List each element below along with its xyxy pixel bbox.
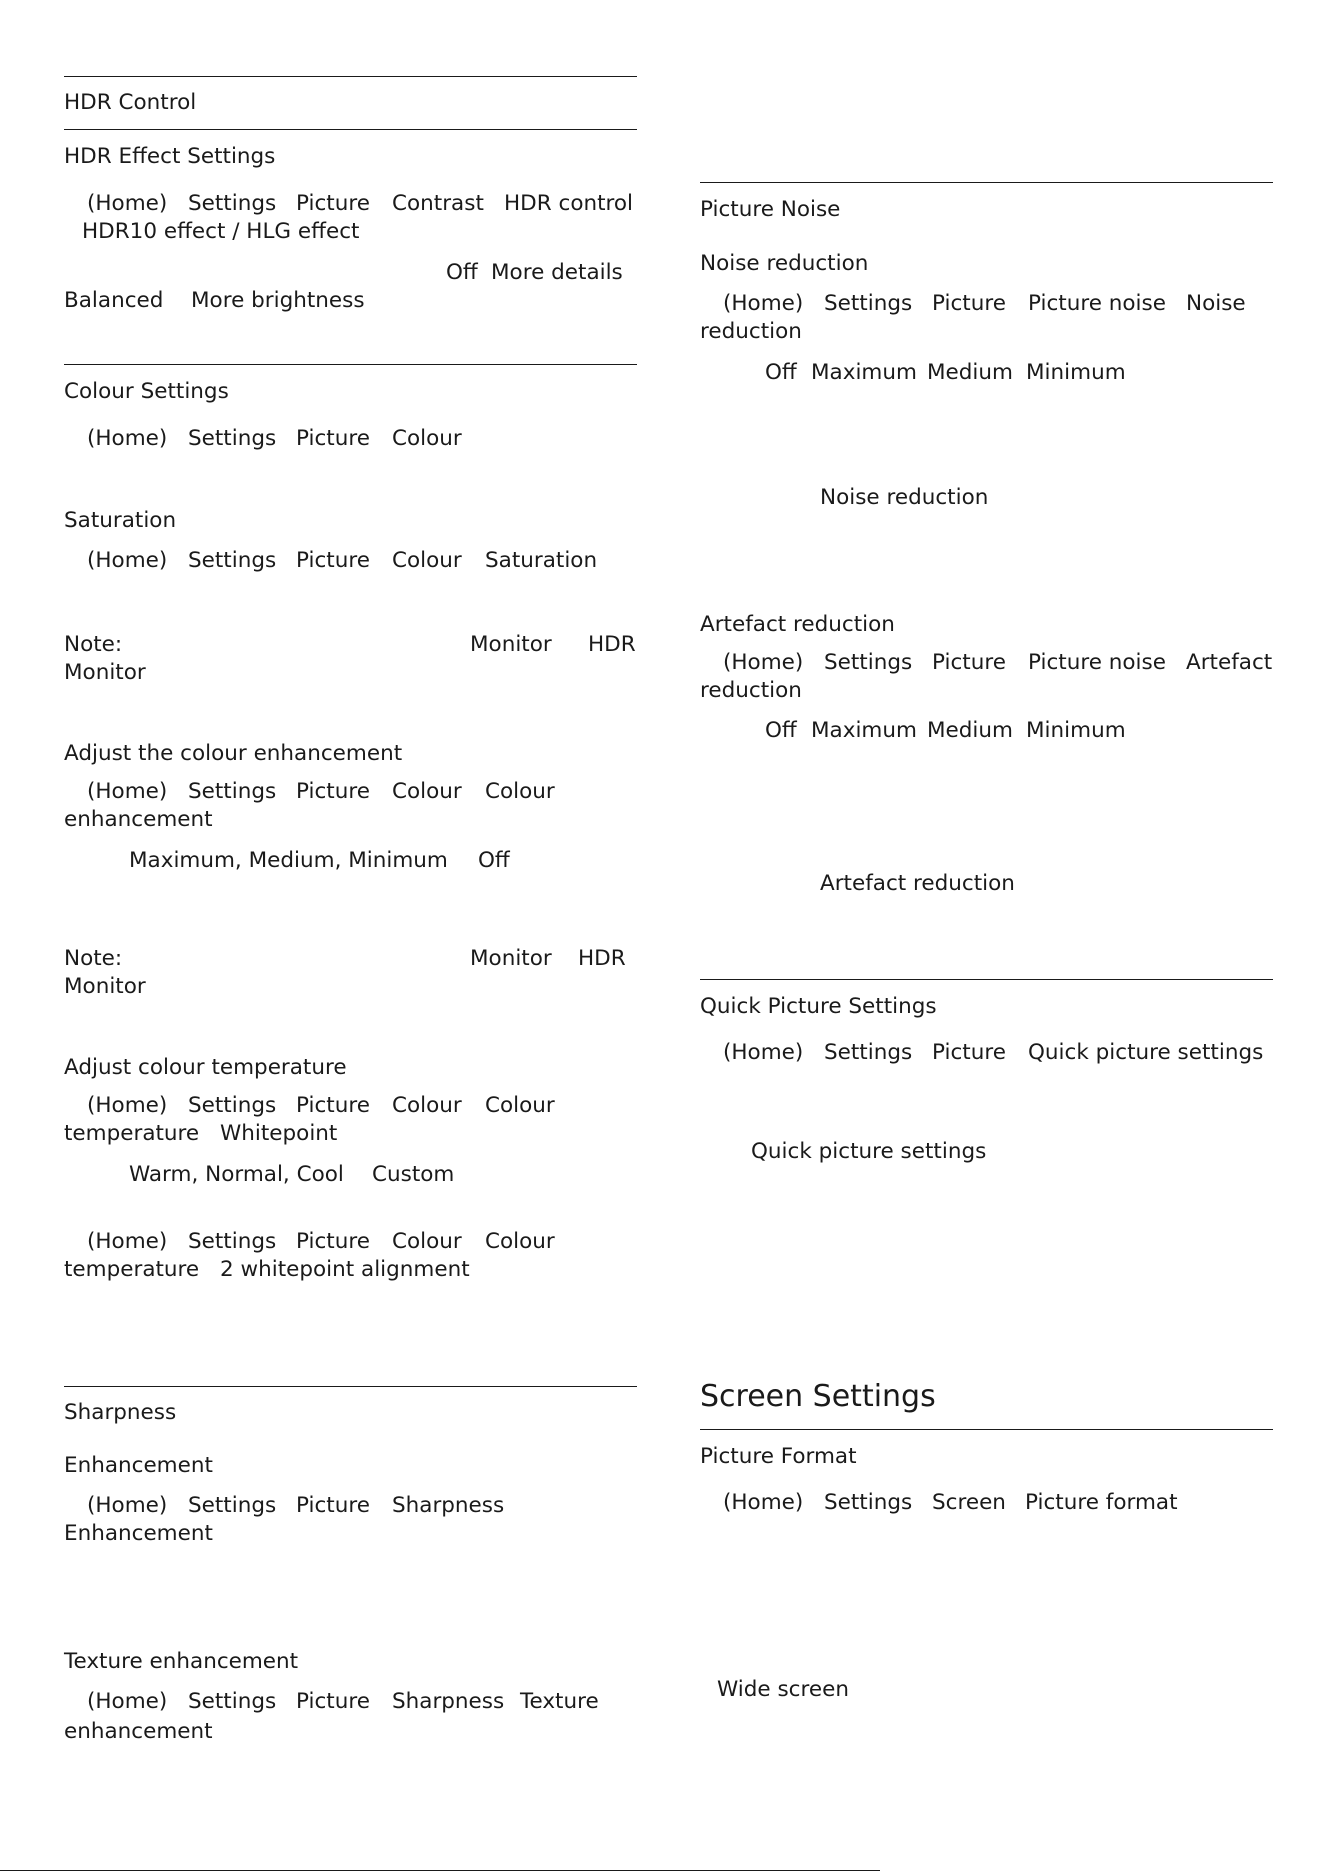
subtitle-colour-enhancement: Adjust the colour enhancement — [64, 741, 403, 766]
option-more-brightness: More brightness — [191, 288, 365, 313]
footer-rule — [0, 1870, 880, 1871]
path-home: (Home) — [87, 779, 168, 804]
artefact-reduction-label: Artefact reduction — [820, 871, 1015, 896]
subtitle-saturation: Saturation — [64, 508, 177, 533]
divider — [64, 129, 637, 130]
divider — [64, 76, 637, 77]
path-hdr-control: HDR control — [504, 191, 634, 216]
path-settings: Settings — [188, 191, 277, 216]
path-2-whitepoint-alignment: 2 whitepoint alignment — [220, 1257, 470, 1282]
path-picture-noise: Picture noise — [1028, 291, 1166, 316]
divider — [700, 979, 1273, 980]
path-colour-2: Colour — [485, 1093, 555, 1118]
subtitle-enhancement: Enhancement — [64, 1453, 213, 1478]
path-settings: Settings — [188, 1493, 277, 1518]
wide-screen-label: Wide screen — [717, 1677, 849, 1702]
path-whitepoint: Whitepoint — [220, 1121, 338, 1146]
divider — [700, 1429, 1273, 1430]
option-maximum: Maximum — [811, 360, 917, 385]
path-saturation: Saturation — [485, 548, 598, 573]
subtitle-colour-temperature: Adjust colour temperature — [64, 1055, 347, 1080]
path-picture: Picture — [932, 291, 1006, 316]
path-temperature: temperature — [64, 1257, 200, 1282]
section-title-picture-noise: Picture Noise — [700, 197, 841, 222]
path-settings: Settings — [188, 548, 277, 573]
path-home: (Home) — [87, 1229, 168, 1254]
path-picture: Picture — [296, 779, 370, 804]
enhancement-options: Maximum, Medium, Minimum — [129, 848, 448, 873]
divider — [64, 364, 637, 365]
divider — [64, 1386, 637, 1387]
path-settings: Settings — [188, 779, 277, 804]
path-colour: Colour — [392, 779, 462, 804]
note-hdr: HDR — [588, 632, 636, 657]
subtitle-texture-enhancement: Texture enhancement — [64, 1649, 299, 1674]
path-picture: Picture — [296, 548, 370, 573]
path-settings: Settings — [824, 650, 913, 675]
section-title-hdr-control: HDR Control — [64, 90, 197, 115]
option-minimum: Minimum — [1026, 360, 1126, 385]
path-colour-2: Colour — [485, 1229, 555, 1254]
path-home: (Home) — [723, 650, 804, 675]
path-texture: Texture — [520, 1689, 599, 1714]
path-settings: Settings — [824, 1490, 913, 1515]
option-off: Off — [446, 260, 478, 285]
section-title-sharpness: Sharpness — [64, 1400, 177, 1425]
path-settings: Settings — [188, 1229, 277, 1254]
path-picture-noise: Picture noise — [1028, 650, 1166, 675]
path-temperature: temperature — [64, 1121, 200, 1146]
path-settings: Settings — [824, 1040, 913, 1065]
path-colour: Colour — [392, 1093, 462, 1118]
path-sharpness: Sharpness — [392, 1689, 505, 1714]
section-title-colour-settings: Colour Settings — [64, 379, 229, 404]
path-home: (Home) — [87, 1493, 168, 1518]
path-enhancement: enhancement — [64, 807, 213, 832]
path-settings: Settings — [824, 291, 913, 316]
path-home: (Home) — [723, 1490, 804, 1515]
path-reduction: reduction — [700, 678, 802, 703]
path-picture-format: Picture format — [1025, 1490, 1178, 1515]
subtitle-artefact-reduction: Artefact reduction — [700, 612, 895, 637]
path-settings: Settings — [188, 1689, 277, 1714]
path-picture: Picture — [296, 1493, 370, 1518]
divider — [700, 182, 1273, 183]
temp-options: Warm, Normal, Cool — [129, 1162, 344, 1187]
path-home: (Home) — [87, 191, 168, 216]
quick-picture-settings-label: Quick picture settings — [751, 1139, 987, 1164]
option-more-details: More details — [491, 260, 623, 285]
path-enhancement: enhancement — [64, 1719, 213, 1744]
path-picture: Picture — [296, 1093, 370, 1118]
path-hdr10-effect: HDR10 effect / HLG effect — [82, 219, 360, 244]
option-medium: Medium — [927, 718, 1013, 743]
temp-custom: Custom — [372, 1162, 455, 1187]
note-monitor: Monitor — [470, 946, 552, 971]
subtitle-noise-reduction: Noise reduction — [700, 251, 869, 276]
option-off: Off — [765, 360, 797, 385]
path-contrast: Contrast — [392, 191, 484, 216]
note-monitor: Monitor — [470, 632, 552, 657]
path-home: (Home) — [723, 1040, 804, 1065]
note-label: Note: — [64, 946, 123, 971]
option-minimum: Minimum — [1026, 718, 1126, 743]
path-picture: Picture — [932, 650, 1006, 675]
path-colour: Colour — [392, 1229, 462, 1254]
path-home: (Home) — [87, 426, 168, 451]
path-reduction: reduction — [700, 319, 802, 344]
path-home: (Home) — [87, 1689, 168, 1714]
note-monitor-2: Monitor — [64, 660, 146, 685]
subtitle-hdr-effect-settings: HDR Effect Settings — [64, 144, 276, 169]
path-home: (Home) — [87, 548, 168, 573]
path-artefact: Artefact — [1186, 650, 1273, 675]
option-maximum: Maximum — [811, 718, 917, 743]
path-colour-2: Colour — [485, 779, 555, 804]
subtitle-picture-format: Picture Format — [700, 1444, 857, 1469]
note-monitor-2: Monitor — [64, 974, 146, 999]
path-colour: Colour — [392, 548, 462, 573]
option-balanced: Balanced — [64, 288, 164, 313]
note-hdr: HDR — [578, 946, 626, 971]
path-noise: Noise — [1186, 291, 1246, 316]
option-medium: Medium — [927, 360, 1013, 385]
path-picture: Picture — [932, 1040, 1006, 1065]
path-enhancement: Enhancement — [64, 1521, 213, 1546]
path-sharpness: Sharpness — [392, 1493, 505, 1518]
path-home: (Home) — [87, 1093, 168, 1118]
path-colour: Colour — [392, 426, 462, 451]
path-picture: Picture — [296, 1229, 370, 1254]
option-off: Off — [765, 718, 797, 743]
path-picture: Picture — [296, 426, 370, 451]
noise-reduction-label: Noise reduction — [820, 485, 989, 510]
path-picture: Picture — [296, 1689, 370, 1714]
path-quick-picture-settings: Quick picture settings — [1028, 1040, 1264, 1065]
path-screen: Screen — [932, 1490, 1006, 1515]
section-title-quick-picture-settings: Quick Picture Settings — [700, 994, 937, 1019]
note-label: Note: — [64, 632, 123, 657]
path-settings: Settings — [188, 426, 277, 451]
heading-screen-settings: Screen Settings — [700, 1379, 936, 1414]
enhancement-off: Off — [478, 848, 510, 873]
path-home: (Home) — [723, 291, 804, 316]
path-settings: Settings — [188, 1093, 277, 1118]
path-picture: Picture — [296, 191, 370, 216]
